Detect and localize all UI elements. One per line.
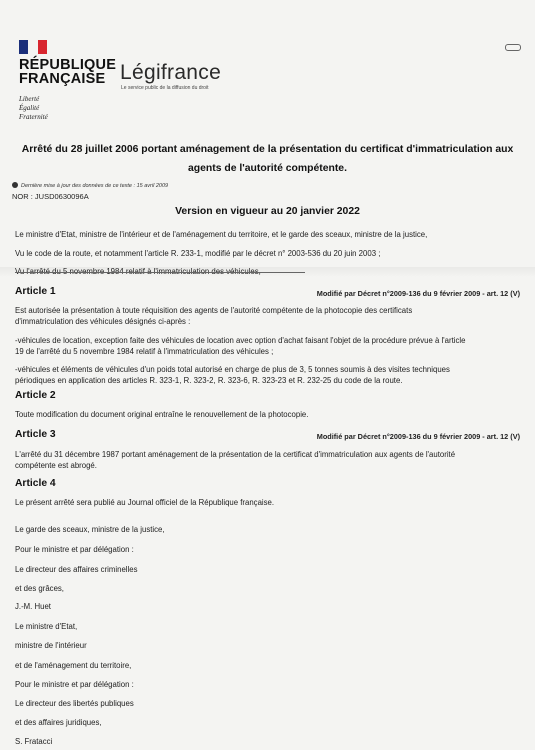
article-text: Toute modification du document original entraîne le renouvellement de la photocopie. bbox=[15, 410, 309, 419]
signature-line: et des grâces, bbox=[15, 584, 64, 593]
document-title: Arrêté du 28 juillet 2006 portant aménagement de la présentation du certificat d'immatriculation aux agents de l'autorité compétente. bbox=[21, 144, 514, 174]
article-heading: Article 2 bbox=[15, 390, 56, 401]
republique-francaise-logo: RÉPUBLIQUE FRANÇAISE bbox=[19, 57, 117, 87]
clock-icon bbox=[12, 182, 18, 188]
legifrance-logo: Légifrance bbox=[120, 61, 222, 84]
article-modification-link[interactable]: Modifié par Décret n°2009-136 du 9 février 2009 - art. 12 (V) bbox=[316, 289, 520, 298]
article-text: d'immatriculation des véhicules désignés ci-après : bbox=[15, 317, 191, 326]
article-text: Le présent arrêté sera publié au Journal officiel de la République française. bbox=[15, 498, 275, 507]
legifrance-tagline: Le service public de la diffusion du droit bbox=[121, 85, 209, 91]
visa-line: Le ministre d'Etat, ministre de l'intérieur et de l'aménagement du territoire, et le garde des sceaux, ministre de la justice, bbox=[15, 230, 428, 239]
article-heading: Article 4 bbox=[15, 478, 56, 489]
signature-line: ministre de l'intérieur bbox=[15, 641, 87, 650]
signature-name: J.-M. Huet bbox=[15, 602, 51, 611]
article-text: compétente est abrogé. bbox=[15, 461, 97, 470]
motto: Liberté Égalité Fraternité bbox=[19, 95, 48, 121]
signature-line: Le directeur des affaires criminelles bbox=[15, 565, 138, 574]
article-heading: Article 3 bbox=[15, 429, 56, 440]
article-text: -véhicules et éléments de véhicules d'un poids total autorisé en charge de plus de 3, 5 tonnes soumis à des visites techniques bbox=[15, 365, 450, 374]
signature-line: Pour le ministre et par délégation : bbox=[15, 545, 134, 554]
article-heading: Article 1 bbox=[15, 286, 56, 297]
visa-line: Vu le code de la route, et notamment l'article R. 233-1, modifié par le décret n° 2003-536 du 20 juin 2003 ; bbox=[15, 249, 381, 258]
last-update: Dernière mise à jour des données de ce texte : 15 avril 2009 bbox=[21, 183, 169, 189]
article-text: 19 de l'arrêté du 5 novembre 1984 relatif à l'immatriculation des véhicules ; bbox=[15, 347, 274, 356]
marianne-flag-icon bbox=[19, 40, 47, 54]
signature-line: et des affaires juridiques, bbox=[15, 718, 102, 727]
nor-reference: NOR : JUSD0630096A bbox=[12, 192, 89, 201]
signature-name: S. Fratacci bbox=[15, 737, 53, 746]
article-text: -véhicules de location, exception faite des véhicules de location avec option d'achat faisant l'objet de la procédure prévue à l'article bbox=[15, 336, 466, 345]
signature-line: Le ministre d'Etat, bbox=[15, 622, 78, 631]
signature-line: Pour le ministre et par délégation : bbox=[15, 680, 134, 689]
article-text: périodiques en application des articles R. 323-1, R. 323-2, R. 323-6, R. 323-23 et R. 232-25 du code de la route. bbox=[15, 376, 403, 385]
article-text: Est autorisée la présentation à toute réquisition des agents de l'autorité compétente de la photocopie des certificats bbox=[15, 306, 413, 315]
signature-line: Le garde des sceaux, ministre de la justice, bbox=[15, 525, 165, 534]
signature-line: et de l'aménagement du territoire, bbox=[15, 661, 132, 670]
strike-mark bbox=[15, 272, 305, 273]
signature-line: Le directeur des libertés publiques bbox=[15, 699, 134, 708]
article-modification-link[interactable]: Modifié par Décret n°2009-136 du 9 février 2009 - art. 12 (V) bbox=[316, 432, 520, 441]
tab-icon bbox=[505, 44, 521, 51]
version-heading: Version en vigueur au 20 janvier 2022 bbox=[175, 206, 360, 217]
article-text: L'arrêté du 31 décembre 1987 portant aménagement de la présentation de la certificat d'immatriculation aux agents de l'autorité bbox=[15, 450, 456, 459]
